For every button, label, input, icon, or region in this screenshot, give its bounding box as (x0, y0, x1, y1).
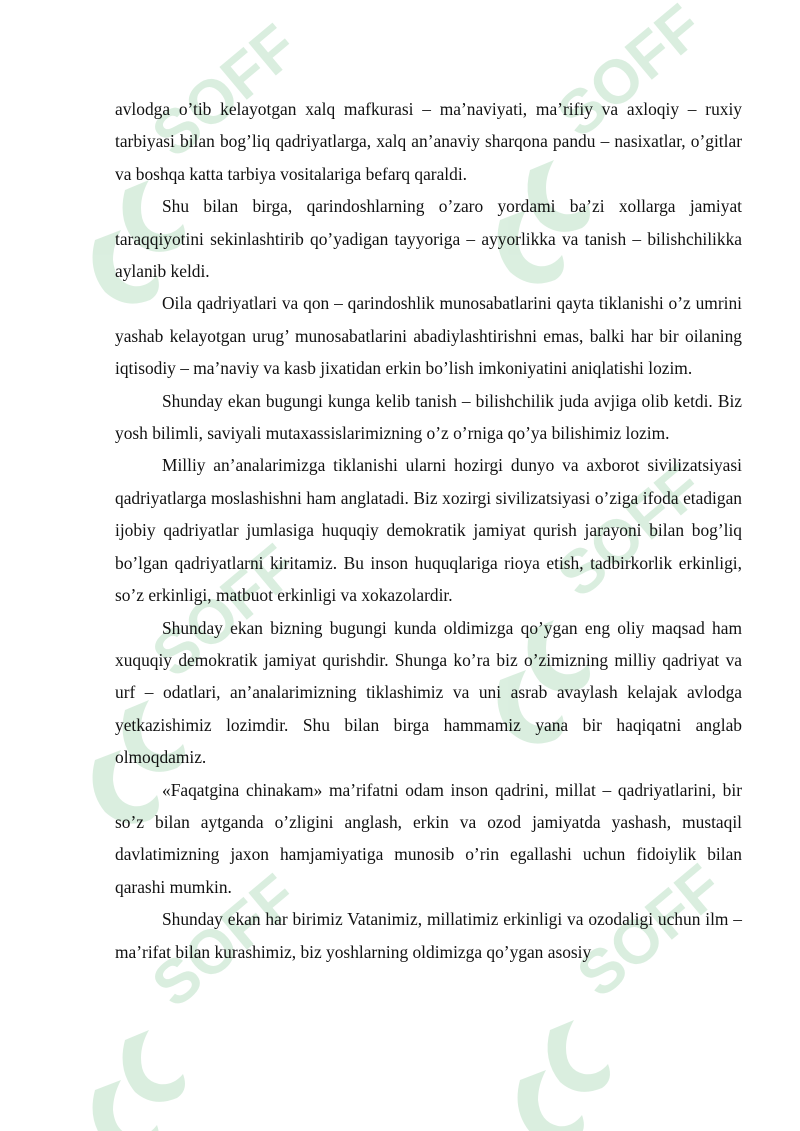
paragraph: Shunday ekan bugungi kunga kelib tanish – bilishchilik juda avjiga olib ketdi. Biz yosh bilimli, saviyali mutaxassislarimizning o’z o’rniga qo’ya bilishimiz lozim. (115, 390, 742, 444)
paragraph: Milliy an’analarimizga tiklanishi ularni hozirgi dunyo va axborot sivilizatsiyasi qadriyatlarga moslashishni ham anglatadi. Biz xozirgi sivilizatsiyasi o’ziga ifoda etadigan ijobiy qadriyatlar jumlasiga huquqiy demokratik jamiyat qurish jarayoni bilan bog’liq bo’lgan qadriyatlarni kiritamiz. Bu inson huquqlariga rioya etish, tadbirkorlik erkinligi, so’z erkinligi, matbuot erkinligi va xokazolardir. (115, 455, 742, 606)
paragraph: Shu bilan birga, qarindoshlarning o’zaro yordami ba’zi xollarga jamiyat taraqqiyotini sekinlashtirib qo’yadigan tayyoriga – ayyorlikka va tanish – bilishchilikka aylanib keldi. (115, 196, 742, 282)
document-body (115, 93, 742, 968)
paragraph: avlodga o’tib kelayotgan xalq mafkurasi – ma’naviyati, ma’rifiy va axloqiy – ruxiy tarbiyasi bilan bog’liq qadriyatlarga, xalq an’anaviy sharqona pandu – nasixatlar, o’gitlar va boshqa katta tarbiya vositalariga befarq qaraldi. (115, 99, 742, 184)
paragraph: Oila qadriyatlari va qon – qarindoshlik munosabatlarini qayta tiklanishi o’z umrini yashab kelayotgan urug’ munosabatlarini abadiylashtirishni emas, balki har bir oilaning iqtisodiy – ma’naviy va kasb jixatidan erkin bo’lish imkoniyatini aniqlatishi lozim. (115, 293, 742, 379)
paragraph: «Faqatgina chinakam» ma’rifatni odam inson qadrini, millat – qadriyatlarini, bir so’z bilan aytganda o’zligini anglash, erkin va ozod jamiyatda yashash, mustaqil davlatimizning jaxon hamjamiyatiga munosib o’rin egallashi uchun fidoiylik bilan qarashi mumkin. (115, 779, 742, 897)
paragraph: Shunday ekan har birimiz Vatanimiz, millatimiz erkinligi va ozodaligi uchun ilm – ma’rifat bilan kurashimiz, biz yoshlarning oldimizga qo’ygan asosiy (115, 909, 742, 962)
paragraph: Shunday ekan bizning bugungi kunda oldimizga qo’ygan eng oliy maqsad ham xuquqiy demokratik jamiyat qurishdir. Shunga ko’ra biz o’zimizning milliy qadriyat va urf – odatlari, an’analarimizning tiklashimiz va uni asrab avaylash kelajak avlodga yetkazishimiz lozimdir. Shu bilan birga hammamiz yana bir haqiqatni anglab olmoqdamiz. (115, 617, 742, 768)
